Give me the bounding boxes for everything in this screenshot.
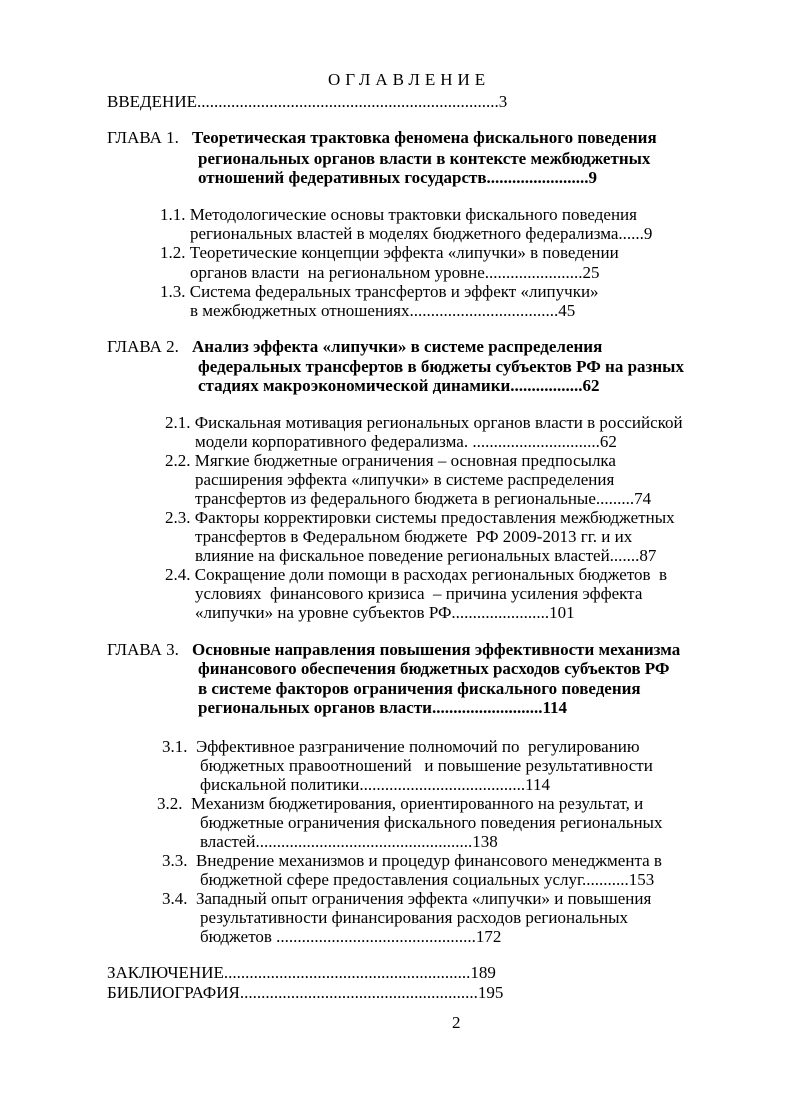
- section-2-2-cont: расширения эффекта «липучки» в системе распределения: [195, 470, 615, 489]
- section-1-1-cont: региональных властей в моделях бюджетного федерализма......9: [190, 224, 653, 243]
- section-1-3: 1.3. Система федеральных трансфертов и эффект «липучки»: [160, 282, 599, 301]
- chapter-2-title-line: Анализ эффекта «липучки» в системе распределения: [192, 337, 603, 356]
- section-3-1-cont: бюджетных правоотношений и повышение результативности: [200, 756, 653, 775]
- toc-title: ОГЛАВЛЕНИЕ: [328, 70, 491, 89]
- section-3-3-cont: бюджетной сфере предоставления социальных услуг...........153: [200, 870, 655, 889]
- chapter-3-title-line: региональных органов власти..........................114: [198, 698, 568, 717]
- section-2-1-cont: модели корпоративного федерализма. ..............................62: [195, 432, 617, 451]
- chapter-3-label: ГЛАВА 3.: [107, 640, 179, 659]
- section-1-3-cont: в межбюджетных отношениях...................................45: [190, 301, 576, 320]
- section-3-4-cont: бюджетов ...............................................172: [200, 927, 502, 946]
- chapter-1-label: ГЛАВА 1.: [107, 128, 179, 147]
- section-3-2-cont: бюджетные ограничения фискального поведения региональных: [200, 813, 663, 832]
- section-3-1-cont: фискальной политики.......................................114: [200, 775, 550, 794]
- section-3-4: 3.4. Западный опыт ограничения эффекта «липучки» и повышения: [162, 889, 652, 908]
- section-2-3-cont: трансфертов в Федеральном бюджете РФ 2009-2013 гг. и их: [195, 527, 633, 546]
- chapter-1-title-line: отношений федеративных государств........................9: [198, 168, 598, 187]
- chapter-2-label: ГЛАВА 2.: [107, 337, 179, 356]
- section-1-2-cont: органов власти на региональном уровне.......................25: [190, 263, 600, 282]
- section-3-1: 3.1. Эффективное разграничение полномочий по регулированию: [162, 737, 640, 756]
- section-2-4-cont: «липучки» на уровне субъектов РФ.......................101: [195, 603, 575, 622]
- chapter-3-title-line: в системе факторов ограничения фискального поведения: [198, 679, 641, 698]
- section-2-4: 2.4. Сокращение доли помощи в расходах региональных бюджетов в: [165, 565, 668, 584]
- chapter-2-title-line: стадиях макроэкономической динамики.................62: [198, 376, 600, 395]
- section-2-2: 2.2. Мягкие бюджетные ограничения – основная предпосылка: [165, 451, 616, 470]
- section-3-4-cont: результативности финансирования расходов региональных: [200, 908, 629, 927]
- section-3-2: 3.2. Механизм бюджетирования, ориентированного на результат, и: [157, 794, 644, 813]
- section-3-2-cont: властей...................................................138: [200, 832, 498, 851]
- toc-bibliography: БИБЛИОГРАФИЯ........................................................195: [107, 983, 504, 1002]
- section-2-1: 2.1. Фискальная мотивация региональных органов власти в российской: [165, 413, 683, 432]
- chapter-3-title-line: Основные направления повышения эффективности механизма: [192, 640, 681, 659]
- section-3-3: 3.3. Внедрение механизмов и процедур финансового менеджмента в: [162, 851, 662, 870]
- section-2-2-cont: трансфертов из федерального бюджета в региональные.........74: [195, 489, 652, 508]
- section-2-3: 2.3. Факторы корректировки системы предоставления межбюджетных: [165, 508, 675, 527]
- toc-conclusion: ЗАКЛЮЧЕНИЕ..........................................................189: [107, 963, 496, 982]
- section-2-4-cont: условиях финансового кризиса – причина усиления эффекта: [195, 584, 643, 603]
- chapter-2-title-line: федеральных трансфертов в бюджеты субъектов РФ на разных: [198, 357, 684, 376]
- page-number: 2: [452, 1013, 461, 1032]
- section-1-1: 1.1. Методологические основы трактовки фискального поведения: [160, 205, 637, 224]
- chapter-1-title-line: Теоретическая трактовка феномена фискального поведения: [192, 128, 657, 147]
- chapter-3-title-line: финансового обеспечения бюджетных расходов субъектов РФ: [198, 659, 670, 678]
- section-2-3-cont: влияние на фискальное поведение региональных властей.......87: [195, 546, 657, 565]
- section-1-2: 1.2. Теоретические концепции эффекта «липучки» в поведении: [160, 243, 619, 262]
- toc-intro: ВВЕДЕНИЕ.......................................................................3: [107, 92, 508, 111]
- chapter-1-title-line: региональных органов власти в контексте межбюджетных: [198, 149, 651, 168]
